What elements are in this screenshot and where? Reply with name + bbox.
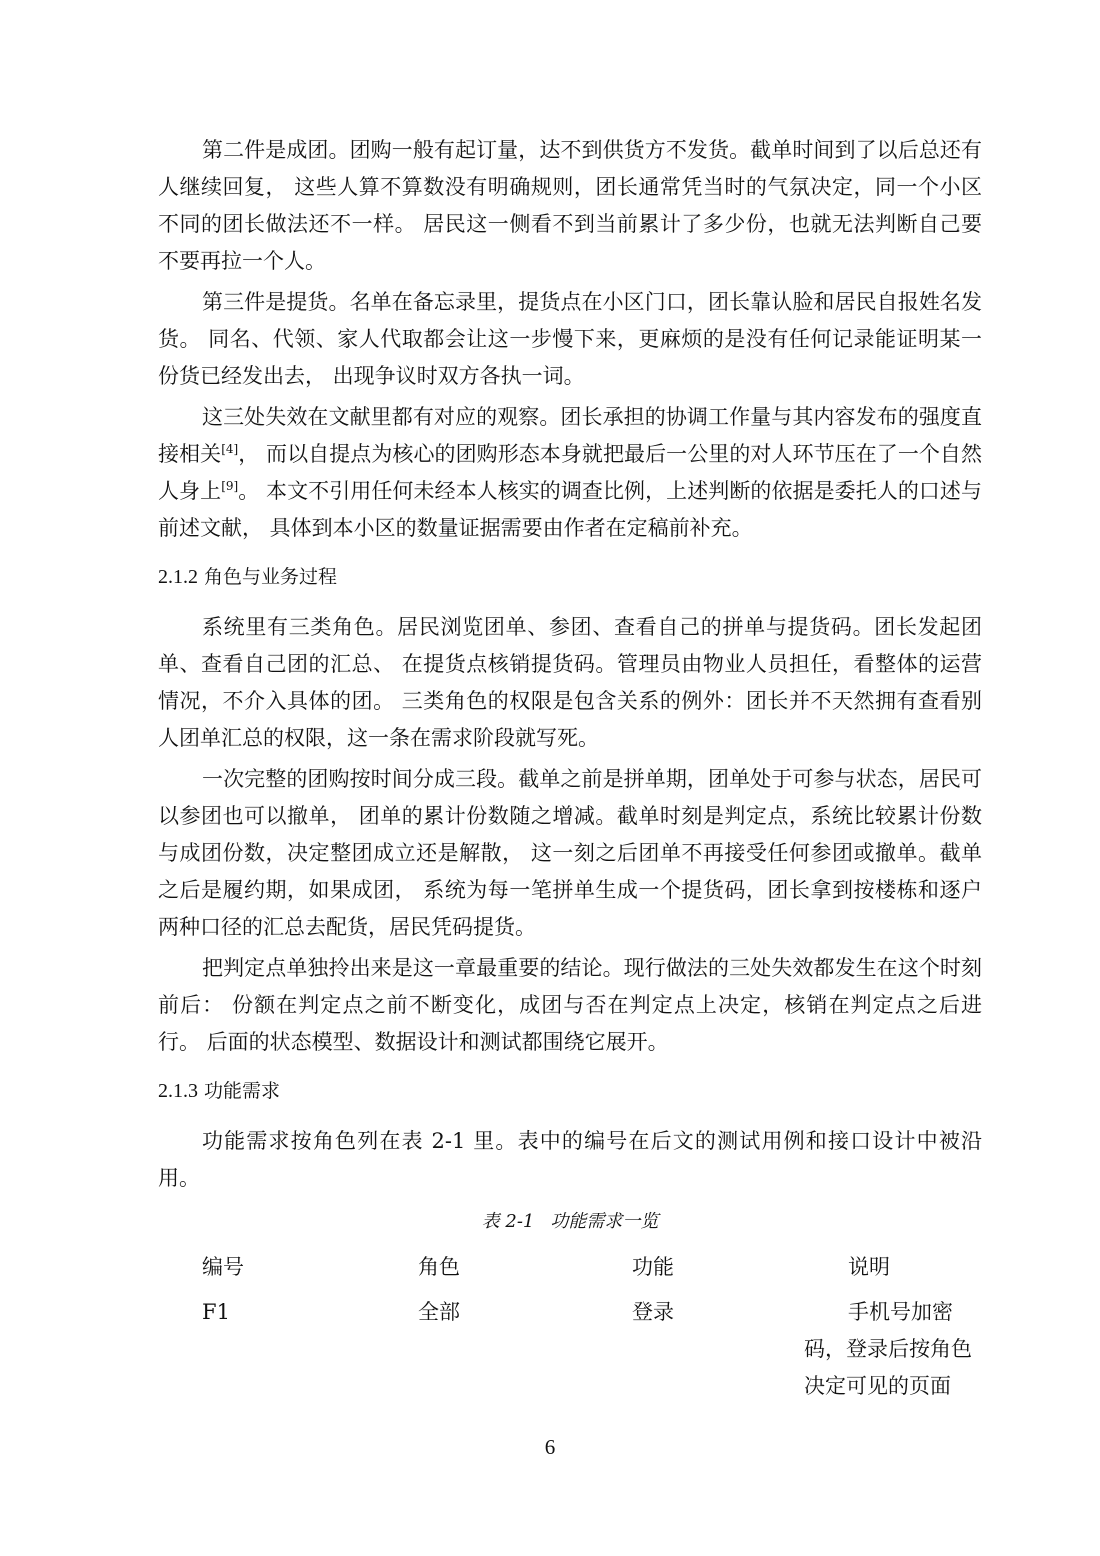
table-header-cell: 说明 bbox=[848, 1255, 890, 1279]
table-cell-description: 手机号加密码，登录后按角色决定可见的页面 bbox=[804, 1300, 972, 1398]
page-number: 6 bbox=[544, 1435, 556, 1459]
requirements-table bbox=[158, 1249, 982, 1405]
paragraph-functions-intro: 功能需求按角色列在表 2-1 里。表中的编号在后文的测试用例和接口设计中被沿用。 bbox=[158, 1129, 982, 1190]
table-header-cell: 编号 bbox=[202, 1255, 244, 1279]
table-header-cell: 功能 bbox=[632, 1255, 674, 1279]
paragraph-roles: 系统里有三类角色。居民浏览团单、参团、查看自己的拼单与提货码。团长发起团单、查看自己团的汇总、 在提货点核销提货码。管理员由物业人员担任，看整体的运营情况，不介入具体的团。 三类角色的权限是包含关系的例外：团长并不天然拥有查看别人团单汇总的权限，这一条在需求阶段就写死。 bbox=[158, 615, 982, 750]
section-number: 2.1.2 bbox=[158, 566, 198, 588]
paragraph-forming-group: 第二件是成团。团购一般有起订量，达不到供货方不发货。截单时间到了以后总还有人继续回复， 这些人算不算数没有明确规则，团长通常凭当时的气氛决定，同一个小区不同的团长做法还不一样。 居民这一侧看不到当前累计了多少份，也就无法判断自己要不要再拉一个人。 bbox=[158, 138, 982, 273]
citation-ref: [4] bbox=[221, 442, 239, 456]
citation-ref: [9] bbox=[221, 479, 239, 493]
paragraph-process: 一次完整的团购按时间分成三段。截单之前是拼单期，团单处于可参与状态，居民可以参团也可以撤单， 团单的累计份数随之增减。截单时刻是判定点，系统比较累计份数与成团份数，决定整团成立还是解散， 这一刻之后团单不再接受任何参团或撤单。截单之后是履约期，如果成团， 系统为每一笔拼单生成一个提货码，团长拿到按楼栋和逐户两种口径的汇总去配货，居民凭码提货。 bbox=[158, 767, 982, 939]
paragraph-conclusion: 把判定点单独拎出来是这一章最重要的结论。现行做法的三处失效都发生在这个时刻前后： 份额在判定点之前不断变化，成团与否在判定点上决定，核销在判定点之后进行。 后面的状态模型、数据设计和测试都围绕它展开。 bbox=[158, 956, 982, 1054]
table-header-cell: 角色 bbox=[418, 1255, 460, 1279]
table-caption-label: 表 2-1 bbox=[481, 1211, 535, 1232]
document-page bbox=[158, 132, 982, 1405]
text-segment: 这三处失效在文献里都有对应的观察。团长承担的协调工作量与其内容发布的强度直接相关 bbox=[158, 405, 982, 466]
section-number: 2.1.3 bbox=[158, 1080, 198, 1102]
section-heading-roles bbox=[158, 557, 982, 597]
table-caption bbox=[158, 1207, 982, 1237]
text-segment: ， 而以自提点为核心的团购形态本身就把最后一公里的对人环节压在了一个自然人身上 bbox=[158, 442, 982, 503]
table-cell-id: F1 bbox=[202, 1300, 230, 1324]
section-heading-functions bbox=[158, 1071, 982, 1111]
table-cell-role: 全部 bbox=[418, 1300, 460, 1324]
paragraph-pickup: 第三件是提货。名单在备忘录里，提货点在小区门口，团长靠认脸和居民自报姓名发货。 同名、代领、家人代取都会让这一步慢下来，更麻烦的是没有任何记录能证明某一份货已经发出去， 出现争议时双方各执一词。 bbox=[158, 290, 982, 388]
paragraph-literature bbox=[158, 399, 982, 547]
table-cell-function: 登录 bbox=[632, 1300, 674, 1324]
text-segment: 。 本文不引用任何未经本人核实的调查比例，上述判断的依据是委托人的口述与前述文献， 具体到本小区的数量证据需要由作者在定稿前补充。 bbox=[158, 479, 982, 540]
section-title: 角色与业务过程 bbox=[204, 566, 338, 588]
table-caption-title: 功能需求一览 bbox=[550, 1211, 659, 1232]
section-title: 功能需求 bbox=[204, 1080, 281, 1102]
